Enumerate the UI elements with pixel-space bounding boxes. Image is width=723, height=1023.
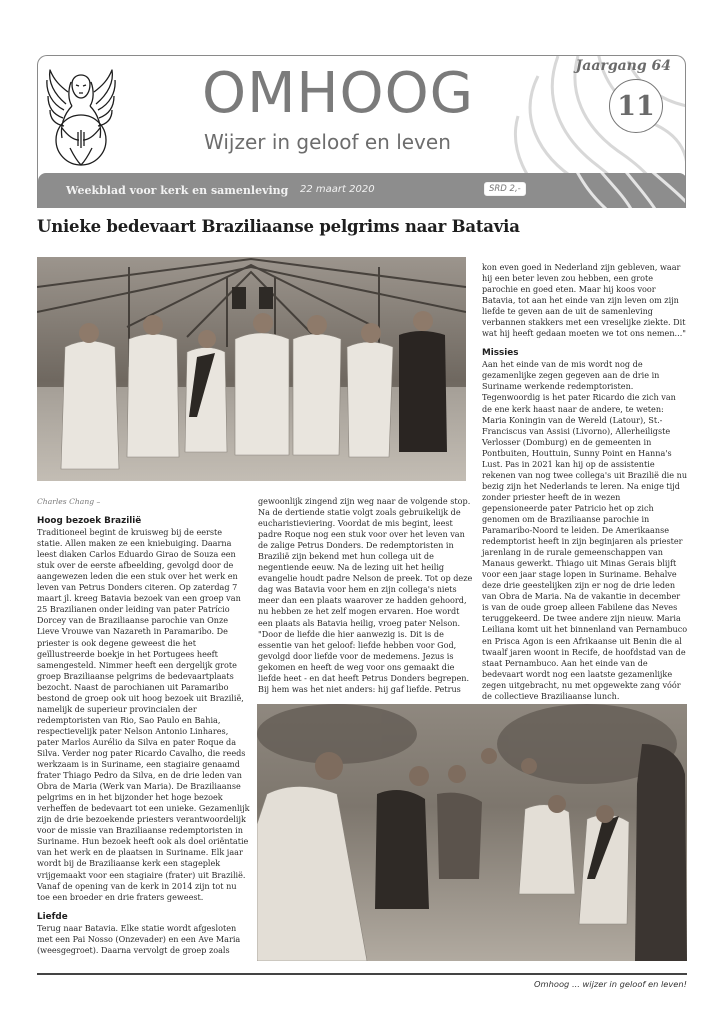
paragraph-right-intro: kon even goed in Nederland zijn gebleven, waar hij een beter leven zou hebben, een grote parochie en goed eten. Maar hij koos voor Batavia, tot aan het einde van zijn leven om zijn liefde te geven aan de uit de samenleving verbannen stakkers met een vreselijke ziekte. Dit wat hij heeft gedaan moeten we tot ons nemen..." (482, 262, 687, 339)
masthead-band (38, 173, 686, 208)
byline: Charles Chang – (37, 497, 101, 506)
footer-rule (37, 973, 687, 975)
article-column-left (37, 496, 250, 956)
article-headline: Unieke bedevaart Braziliaanse pelgrims naar Batavia (37, 217, 520, 236)
masthead-subtitle: Wijzer in geloof en leven (204, 130, 451, 154)
article-column-right (482, 262, 688, 702)
volume-label: Jaargang 64 (575, 58, 671, 74)
subhead-hoog-bezoek: Hoog bezoek Brazilië (37, 516, 142, 527)
tagline: Weekblad voor kerk en samenleving (66, 184, 289, 197)
subhead-liefde: Liefde (37, 911, 68, 922)
masthead-title: OMHOOG (202, 61, 475, 126)
issue-date: 22 maart 2020 (300, 184, 375, 195)
paragraph-hoog-bezoek: Traditioneel begint de kruisweg bij de eerste statie. Allen maken ze een kniebuiging. Daarna leest diaken Carlos Eduardo Girao de Souza een stuk over de eerste afbeelding, gevolgd door de aangewezen leden die een stuk over het werk en leven van Petrus Donders citeren. Op zaterdag 7 maart jl. kreeg Batavia bezoek van een groep van 25 Brazilianen onder leiding van pater Patrício Dorcey van de Braziliaanse parochie van Onze Lieve Vrouwe van Nazareth in Paramaribo. De priester is ook degene geweest die het geïllustreerde boekje in het Portugees heeft samengesteld. Nimmer heeft een dergelijk grote groep Braziliaanse pelgrims de bedevaartplaats bezocht. Naast de parochianen uit Paramaribo bestond de groep ook uit hoog bezoek uit Brazilië, namelijk de superieur provincialen der redemptoristen van Rio, Sao Paulo en Bahia, respectievelijk pater Nelson Antonio Linhares, pater Marlos Aurélio da Silva en pater Roque da Silva. Verder nog pater Ricardo Cavalho, die reeds werkzaam is in Suriname, een stagiaire genaamd frater Thiago Pedro da Silva, en de drie leden van Obra de Maria (Werk van Maria). De Braziliaanse pelgrims en in het bijzonder het hoge bezoek verheffen de bedevaart tot een unieke. Gezamenlijk zijn de drie bezoekende priesters verantwoordelijk voor de missie van Braziliaanse redemptoristen in Suriname. Hun bezoek heeft ook als doel oriëntatie van het werk en de plaatsen in Suriname. Elk jaar wordt bij de Braziliaanse kerk een stageplek vrijgemaakt voor een stagiaire (frater) uit Brazilië. Vanaf de opening van de kerk in 2014 zijn tot nu toe een broeder en drie fraters geweest. (37, 527, 250, 902)
angel-logo-icon (46, 66, 116, 178)
photo-kneeling-pilgrims (257, 704, 687, 961)
issue-number: 11 (609, 79, 663, 133)
price-badge: SRD 2,- (484, 182, 526, 196)
masthead (37, 55, 686, 208)
subhead-missies: Missies (482, 348, 519, 359)
paragraph-middle: gewoonlijk zingend zijn weg naar de volgende stop. Na de dertiende statie volgt zoals gebruikelijk de eucharistieviering. Voordat de mis begint, leest padre Roque nog een stuk voor over het leven van de zalige Petrus Donders. De redemptoristen in Brazilië zijn bekend met hun collega uit de negentiende eeuw. Na de lezing uit het heilig evangelie houdt padre Nelson de preek. Tot op deze dag was Batavia voor hem en zijn collega's niets meer dan een plaats waarover ze hadden gehoord, nu hebben ze het zelf mogen ervaren. Hoe wordt een plaats als Batavia heilig, vroeg pater Nelson. "Door de liefde die hier aanwezig is. Dit is de essentie van het geloof: liefde hebben voor God, gevolgd door liefde voor de medemens. Jezus is gekomen en heeft de weg voor ons gemaakt die liefde heet - en dat heeft Petrus Donders begrepen. Bij hem was het niet anders: hij gaf liefde. Petrus (258, 496, 473, 694)
group-photo-priests (37, 257, 466, 481)
article-column-middle (258, 496, 473, 695)
paragraph-liefde: Terug naar Batavia. Elke statie wordt afgesloten met een Pai Nosso (Onzevader) en een Ave Maria (weesgegroet). Daarna vervolgt de groep zoals (37, 922, 241, 955)
paragraph-missies: Aan het einde van de mis wordt nog de gezamenlijke zegen gegeven aan de drie in Suriname werkende redemptoristen. Tegenwoordig is het pater Ricardo die zich van de ene kerk haast naar de andere, te weten: Maria Koningin van de Wereld (Latour), St.-Franciscus van Assisi (Livorno), Allerheiligste Verlosser (Domburg) en de gemeenten in Pontbuiten, Houttuin, Sunny Point en Hanna's Lust. Pas in 2021 kan hij op de assistentie rekenen van nog twee collega's uit Brazilië die nu bezig zijn het Nederlands te leren. Na enige tijd zonder priester heeft de in wezen gepensioneerde pater Patricio het op zich genomen om de Braziliaanse parochie in Paramaribo-Noord te leiden. De Amerikaanse redemptorist heeft in zijn beginjaren als priester jarenlang in de rurale gemeenschappen van Manaus gewerkt. Thiago uit Minas Gerais blijft voor een jaar stage lopen in Suriname. Behalve deze drie geestelijken zijn er nog de drie leden van Obra de Maria. Na de vakantie in december is van de oude groep alleen Fabilene das Neves teruggekeerd. De twee andere zijn nieuw. Maria Leiliana komt uit het binnenland van Pernambuco en Prisca Agon is een Afrikaanse uit Benin die al twaalf jaren woont in Recife, de hoofdstad van de staat Pernambuco. Aan het einde van de bedevaart wordt nog een laatste gezamenlijke zegen uitgebracht, nu met opgewekte zang vóór de collectieve Braziliaanse lunch. (482, 359, 688, 701)
footer-slogan: Omhoog ... wijzer in geloof en leven! (534, 979, 687, 989)
